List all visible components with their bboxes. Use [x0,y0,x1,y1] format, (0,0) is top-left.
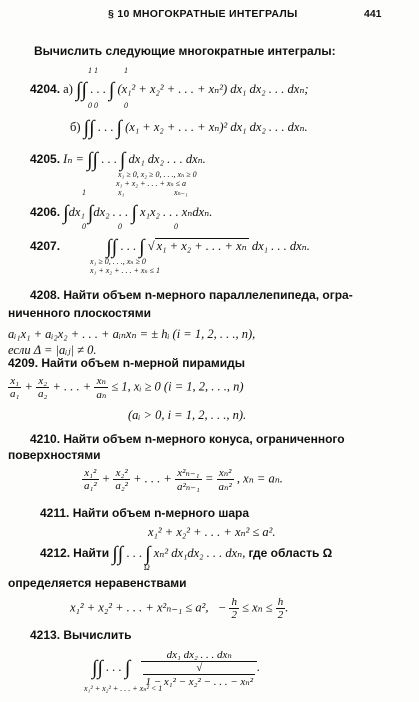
integral-sign: ∫ [63,202,69,224]
upper-limit: xₙ₋₁ [174,188,188,197]
fraction [141,648,257,688]
upper-limit: 1 [82,188,86,197]
integrand: xₙ² dx₁dx₂ . . . dxₙ, [153,545,246,560]
problem-statement-cont: определяется неравенствами [8,576,187,590]
problem-4204-a [30,80,309,100]
problem-statement-cont: поверхностями [8,448,101,462]
ellipsis: + . . . + [52,379,92,394]
integral-sign: ∫∫ [112,543,124,565]
problem-number: 4213. [30,628,61,642]
numerator: h [277,596,284,608]
upper-limit: x₁ [118,188,125,197]
part-label: б) [70,119,81,134]
integral-sign: ∫∫ [92,657,103,679]
problem-4213-text [30,628,132,642]
lower-limit: 0 [174,222,178,231]
numerator: dx₁ dx₂ . . . dxₙ [141,648,257,662]
numerator: x₂ [36,375,49,388]
fraction [276,596,289,621]
differential: dx₂ . . . [93,204,129,219]
dots: . . . [90,81,106,96]
domain-line-2: x₁ + x₂ + . . . + xₙ ≤ 1 [90,266,161,275]
integral-sign: ∫ [119,149,126,171]
problem-statement: Найти объем n-мерного конуса, ограниченного [63,432,345,446]
denominator: a₁² [84,480,97,492]
integral-sign: ∫ [139,236,145,258]
numerator: x²ₙ₋₁ [175,466,202,480]
problem-number: 4208. [30,288,61,302]
problem-statement: Найти [73,545,110,560]
integral-sign: ∫ [87,202,94,224]
fraction [113,467,130,492]
integral-sign: ∫ [89,117,95,139]
page-number: 441 [364,8,382,20]
integrand: (x₁ + x₂ + . . . + xₙ)² dx₁ dx₂ . . . dxₙ. [125,119,308,134]
sqrt-argument: x₁ + x₂ + . . . + xₙ [156,238,247,253]
problem-number: 4205. [30,151,61,166]
denominator: 2 [277,609,284,621]
problem-number: 4210. [30,432,61,446]
integral-sign: ∫ [131,202,137,224]
inequality: x₁² + x₂² + . . . + x²ₙ₋₁ ≤ a², [70,600,209,615]
integral-sign: ∫ [108,79,115,101]
sqrt-sign: √ [147,238,155,253]
problem-4208-text [30,288,353,302]
denominator: 2 [231,609,237,621]
denominator: a₂ [38,388,48,400]
differentials: dx₁ . . . dxₙ. [251,238,310,253]
fraction [217,466,234,493]
fraction [36,375,49,400]
sqrt-sign: √ [196,662,203,674]
lower-limits: 0 0 [88,101,98,110]
problem-number: 4207. [30,238,61,253]
part-label: а) [63,81,73,96]
dots: . . . [101,151,117,166]
domain-line-1: x₁ ≥ 0, . . ., xₙ ≥ 0 [90,257,146,266]
equation: aᵢ₁x₁ + aᵢ₂x₂ + . . . + aᵢₙxₙ = ± hᵢ (i = 1, 2, . . ., n), [8,327,256,341]
integrand: (x₁² + x₂² + . . . + xₙ²) dx₁ dx₂ . . . dxₙ; [117,81,309,96]
minus-sign: − [217,600,227,615]
sqrt-argument: 1 − x₁² − x₂² − . . . − xₙ² [145,676,254,688]
dots: . . . [120,238,136,253]
problem-number: 4212. [40,545,71,560]
numerator: xₙ [94,374,108,388]
problem-number: 4206. [30,204,61,219]
fraction [82,467,99,492]
fraction [8,375,21,400]
pyramid-inequality: $\frac{\text{x₁}}{\text{a₁}}$ + $\frac{\text{x₂}}{\text{a₂}}$ + . . . + $\frac{\text{xₙ}}{\text{aₙ}}$ ≤ 1, xᵢ ≥ 0 (i = 1, 2, . . ., n) [10,375,244,401]
numerator: xₙ² [217,466,234,480]
numerator: x₁² [82,467,99,480]
problem-statement: где область Ω [248,545,333,560]
integral-sign: ∫ [76,79,82,101]
upper-limits: 1 1 [88,66,98,75]
problem-4209-text [8,356,245,370]
integral-sign: ∫ [81,79,87,101]
denominator: aₙ [96,389,107,401]
integral-sign: ∫ [116,117,122,139]
fraction [175,466,202,493]
problem-4211-text [40,506,249,520]
problem-number: 4209. [8,356,39,370]
period: . [285,600,289,615]
lower-limit: 0 [82,222,86,231]
problem-statement: Найти объем n-мерной пирамиды [41,356,245,370]
region-inequalities [70,596,288,621]
equation-tail: , xₙ = aₙ. [236,471,283,486]
lower-limit: 0 [124,101,128,110]
problem-4207 [30,237,310,257]
integral-sign: ∫ [83,117,90,139]
problem-4206 [30,203,212,223]
problem-number: 4211. [40,506,70,520]
dots: . . . [106,659,122,674]
problem-statement: Найти объем n-мерного параллелепипеда, огра- [63,288,353,302]
fraction [94,374,108,401]
integral-sign: ∫ [145,543,151,565]
condition: (aᵢ > 0, i = 1, 2, . . ., n). [128,408,247,422]
cone-equation: $\frac{\text{x₁²}}{\text{a₁²}}$ + $\frac{\text{x₂²}}{\text{a₂²}}$ + . . . + $\frac{\text{x²ₙ₋₁}}{\text{a²ₙ₋₁}}$ = $\frac{\text{xₙ²}}{\text{aₙ²}}$ , xₙ = aₙ. [84,467,283,493]
inequality: ≤ xₙ ≤ [242,600,273,615]
differential: dx₁ [68,204,85,219]
denominator: a₁ [10,388,20,400]
lhs: Iₙ = [63,151,84,166]
problem-4210-text [30,432,345,446]
ball-inequality: x₁² + x₂² + . . . + xₙ² ≤ a². [148,525,276,539]
dots: . . . [126,545,142,560]
period: . [257,659,261,674]
problem-4212 [40,544,332,564]
problem-4204-b [70,118,308,138]
intro-text: Вычислить следующие многократные интегралы: [34,44,336,58]
domain-line-1: x₁ ≥ 0, x₂ ≥ 0, . . ., xₙ ≥ 0 [118,170,197,179]
integral-sign: ∫∫ [87,149,99,171]
integral-4213 [92,648,260,688]
lower-limit: 0 [118,222,122,231]
problem-4205 [30,150,206,170]
fraction [229,596,239,621]
numerator: h [231,596,237,608]
denominator: a²ₙ₋₁ [176,481,200,493]
region-label: Ω [144,563,150,572]
integrand: dx₁ dx₂ . . . dxₙ. [128,151,206,166]
domain: x₁² + x₂² + . . . + xₙ² < 1 [84,684,163,693]
upper-limit: 1 [124,66,128,75]
domain-line-2: x₁ + x₂ + . . . + xₙ ≤ a [116,179,187,188]
inequality-tail: ≤ 1, xᵢ ≥ 0 (i = 1, 2, . . ., n) [111,379,244,394]
problem-statement: Вычислить [63,628,132,642]
integrand: x₁x₂ . . . xₙdxₙ. [140,204,213,219]
condition: если Δ = |aᵢⱼ| ≠ 0. [8,343,97,357]
ellipsis: + . . . + [133,471,172,486]
problem-statement: Найти объем n-мерного шара [72,506,250,520]
numerator: x₁ [8,375,21,388]
section-title: § 10 МНОГОКРАТНЫЕ ИНТЕГРАЛЫ [108,8,298,20]
integral-sign: ∫ [124,657,131,679]
denominator: a₂² [115,480,128,492]
problem-statement-cont: ниченного плоскостями [8,306,151,320]
problem-number: 4204. [30,81,61,96]
dots: . . . [97,119,114,134]
denominator: aₙ² [218,481,232,493]
integral-sign: ∫∫ [106,236,118,258]
numerator: x₂² [113,467,130,480]
